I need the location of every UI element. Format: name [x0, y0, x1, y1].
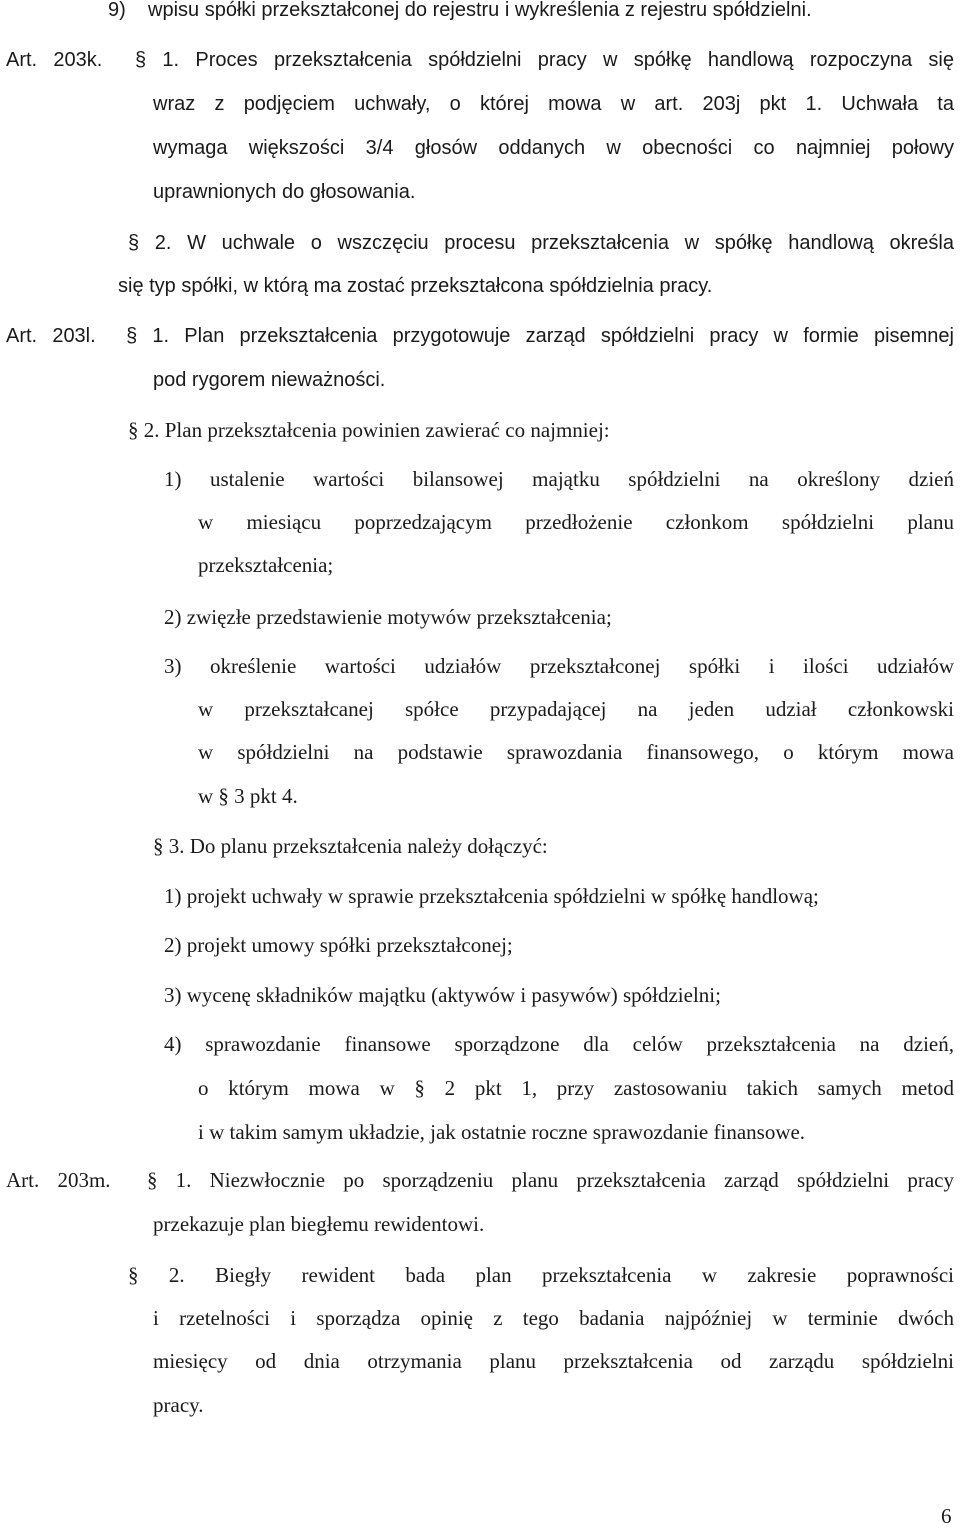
text-line: w przekształcanej spółce przypadającej na jeden udział członkowski	[198, 697, 954, 721]
text-line: się typ spółki, w którą ma zostać przekształcona spółdzielnia pracy.	[118, 275, 713, 297]
text-line: § 2. W uchwale o wszczęciu procesu przekształcenia w spółkę handlową określa	[128, 232, 954, 254]
text-line: i rzetelności i sporządza opinię z tego badania najpóźniej w terminie dwóch	[153, 1306, 954, 1330]
text-line: § 3. Do planu przekształcenia należy dołączyć:	[153, 834, 548, 858]
text-line: o którym mowa w § 2 pkt 1, przy zastosowaniu takich samych metod	[198, 1076, 954, 1100]
text-line: pod rygorem nieważności.	[153, 369, 386, 391]
text-line: 1) projekt uchwały w sprawie przekształcenia spółdzielni w spółkę handlową;	[164, 884, 819, 908]
text-line: Art. 203l. § 1. Plan przekształcenia przygotowuje zarząd spółdzielni pracy w formie pisemnej	[6, 325, 954, 347]
text-line: 1) ustalenie wartości bilansowej majątku spółdzielni na określony dzień	[164, 467, 954, 491]
text-line: i w takim samym układzie, jak ostatnie roczne sprawozdanie finansowe.	[198, 1120, 806, 1144]
text-line: w § 3 pkt 4.	[198, 784, 298, 808]
text-line: wraz z podjęciem uchwały, o której mowa w art. 203j pkt 1. Uchwała ta	[153, 93, 954, 115]
text-line: Art. 203m. § 1. Niezwłocznie po sporządzeniu planu przekształcenia zarząd spółdzielni pracy	[6, 1168, 954, 1192]
page-number: 6	[941, 1504, 952, 1528]
text-line: pracy.	[153, 1393, 204, 1417]
text-line: przekazuje plan biegłemu rewidentowi.	[153, 1212, 485, 1236]
text-line: 4) sprawozdanie finansowe sporządzone dla celów przekształcenia na dzień,	[164, 1032, 954, 1056]
text-line: w spółdzielni na podstawie sprawozdania finansowego, o którym mowa	[198, 740, 954, 764]
text-line: 2) zwięzłe przedstawienie motywów przekształcenia;	[164, 605, 612, 629]
text-line: 3) wycenę składników majątku (aktywów i pasywów) spółdzielni;	[164, 983, 721, 1007]
text-line: Art. 203k. § 1. Proces przekształcenia spółdzielni pracy w spółkę handlową rozpoczyna się	[6, 49, 954, 71]
text-line: miesięcy od dnia otrzymania planu przekształcenia od zarządu spółdzielni	[153, 1349, 954, 1373]
text-line: uprawnionych do głosowania.	[153, 181, 416, 203]
text-line: wymaga większości 3/4 głosów oddanych w obecności co najmniej połowy	[153, 137, 954, 159]
text-line: w miesiącu poprzedzającym przedłożenie członkom spółdzielni planu	[198, 510, 954, 534]
text-line: przekształcenia;	[198, 553, 334, 577]
text-line: § 2. Biegły rewident bada plan przekształcenia w zakresie poprawności	[128, 1263, 954, 1287]
text-line: § 2. Plan przekształcenia powinien zawierać co najmniej:	[128, 418, 610, 442]
text-line: 2) projekt umowy spółki przekształconej;	[164, 933, 513, 957]
text-line: 3) określenie wartości udziałów przekształconej spółki i ilości udziałów	[164, 654, 954, 678]
text-line: 9) wpisu spółki przekształconej do rejestru i wykreślenia z rejestru spółdzielni.	[108, 0, 812, 21]
